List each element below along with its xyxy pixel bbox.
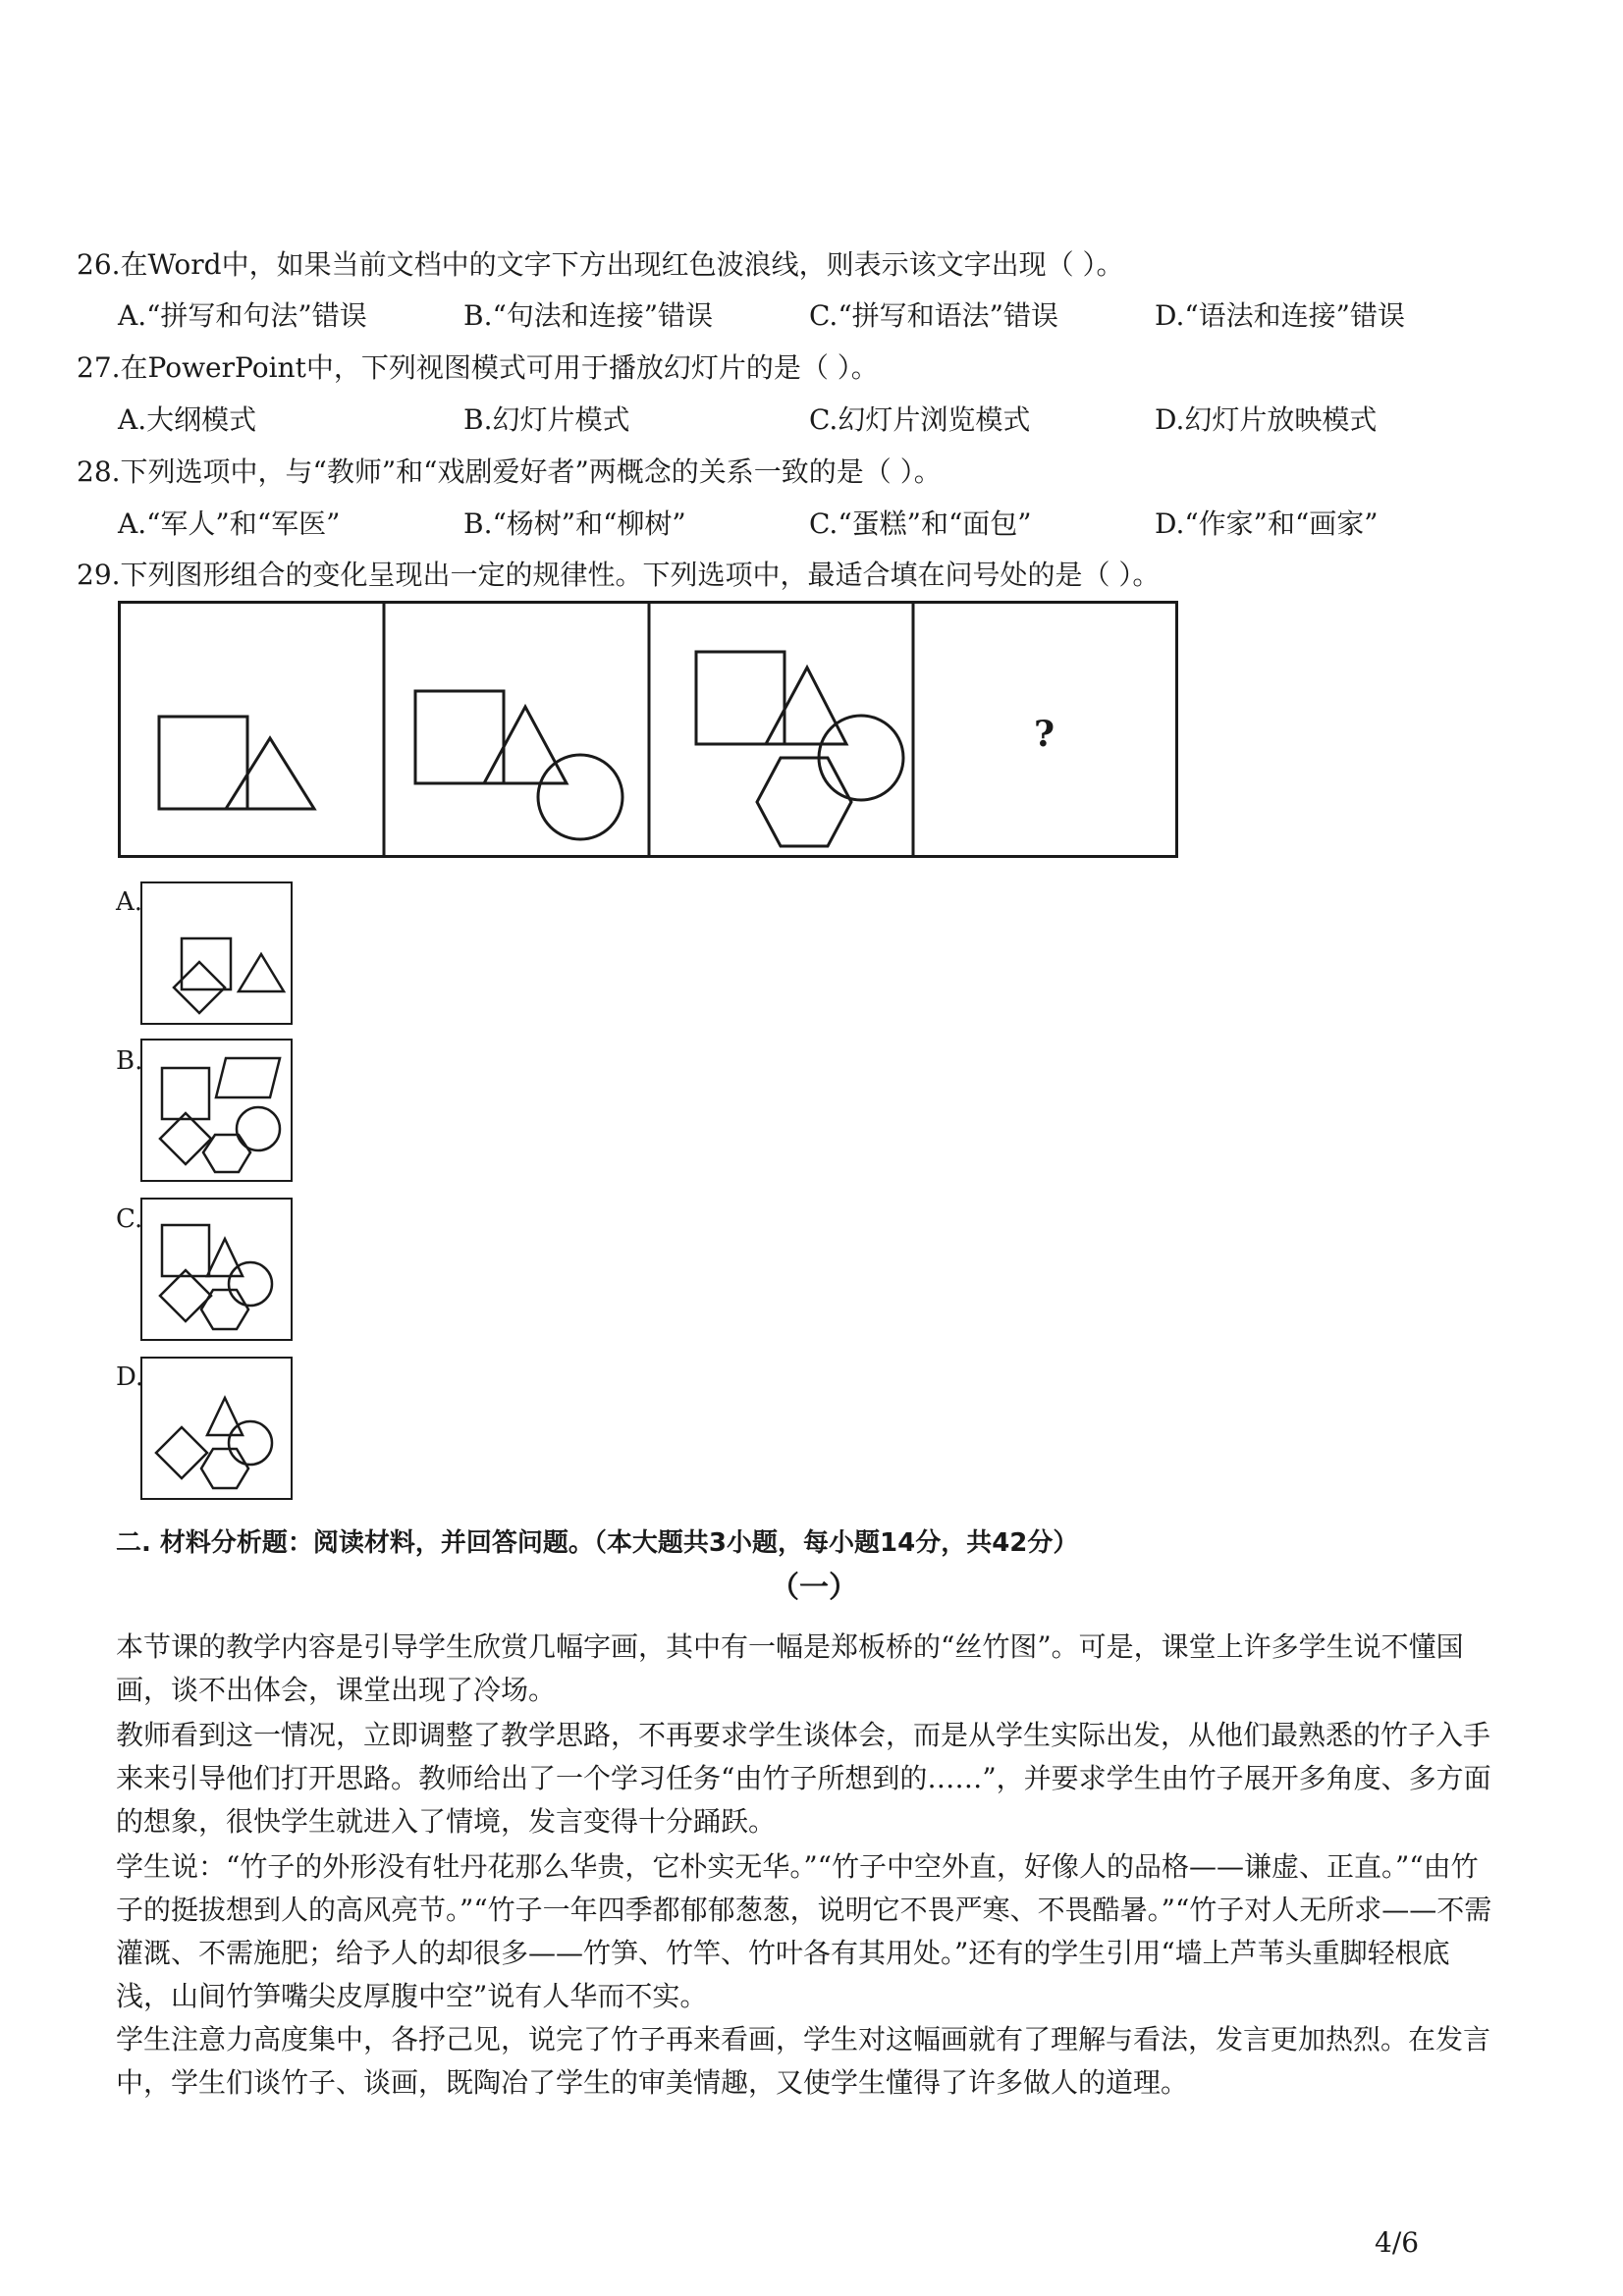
q27-option-d: D.幻灯片放映模式	[1155, 403, 1378, 436]
q26-option-c: C.“拼写和语法”错误	[809, 299, 1058, 332]
option-d-drawing	[142, 1359, 291, 1502]
q27-option-c: C.幻灯片浏览模式	[809, 403, 1031, 436]
hexagon-shape	[757, 758, 851, 846]
q29-option-b-figure	[140, 1039, 293, 1182]
q28-option-c: C.“蛋糕”和“面包”	[809, 507, 1032, 540]
q26-option-b: B.“句法和连接”错误	[463, 299, 714, 332]
q29-option-b-label: B.	[116, 1046, 143, 1076]
option-c-drawing	[142, 1200, 291, 1343]
q26-option-d: D.“语法和连接”错误	[1155, 299, 1405, 332]
q29-option-d-figure	[140, 1357, 293, 1500]
option-b-drawing	[142, 1041, 291, 1184]
question-26-stem: 26.在Word中，如果当前文档中的文字下方出现红色波浪线，则表示该文字出现（ ）。	[77, 248, 1124, 281]
question-27-stem: 27.在PowerPoint中，下列视图模式可用于播放幻灯片的是（ ）。	[77, 351, 879, 384]
figure-sequence	[118, 601, 1178, 858]
circle-shape	[819, 716, 903, 800]
triangle-shape	[766, 667, 846, 744]
circle-shape	[237, 1107, 280, 1150]
triangle-shape	[484, 707, 567, 783]
parallelogram-shape	[216, 1058, 280, 1097]
option-a-drawing	[142, 883, 291, 1023]
page-number: 4/6	[1375, 2226, 1420, 2259]
diamond-shape	[156, 1427, 207, 1478]
material-paragraph-2: 教师看到这一情况，立即调整了教学思路，不再要求学生谈体会，而是从学生实际出发，从他们最熟悉的竹子入手来来引导他们打开思路。教师给出了一个学习任务“由竹子所想到的……”，并要求学生由竹子展开多角度、多方面的想象，很快学生就进入了情境，发言变得十分踊跃。	[116, 1719, 1491, 1838]
question-mark: ?	[1034, 714, 1055, 755]
q28-option-a: A.“军人”和“军医”	[118, 507, 341, 540]
square-shape	[696, 652, 784, 744]
q26-option-a: A.“拼写和句法”错误	[118, 299, 367, 332]
q29-option-c-label: C.	[116, 1204, 143, 1234]
q29-option-a-figure	[140, 881, 293, 1025]
section-2-subheading: （一）	[770, 1571, 858, 1605]
material-paragraph-1: 本节课的教学内容是引导学生欣赏几幅字画，其中有一幅是郑板桥的“丝竹图”。可是，课堂上许多学生说不懂国画，谈不出体会，课堂出现了冷场。	[116, 1630, 1464, 1706]
question-28-stem: 28.下列选项中，与“教师”和“戏剧爱好者”两概念的关系一致的是（ ）。	[77, 455, 942, 488]
q28-option-d: D.“作家”和“画家”	[1155, 507, 1379, 540]
figure-sequence-drawing	[118, 601, 1178, 858]
triangle-shape	[226, 738, 314, 809]
circle-shape	[229, 1421, 272, 1465]
material-paragraph-4: 学生注意力高度集中，各抒己见，说完了竹子再来看画，学生对这幅画就有了理解与看法，发言更加热烈。在发言中，学生们谈竹子、谈画，既陶冶了学生的审美情趣，又使学生懂得了许多做人的道理。	[116, 2023, 1491, 2099]
section-2-heading: 二. 材料分析题：阅读材料，并回答问题。（本大题共3小题，每小题14分，共42分）	[116, 1528, 1079, 1558]
q29-option-c-figure	[140, 1198, 293, 1341]
triangle-shape	[207, 1398, 243, 1435]
material-paragraph-3: 学生说：“竹子的外形没有牡丹花那么华贵，它朴实无华。”“竹子中空外直，好像人的品格——谦虚、正直。”“由竹子的挺拔想到人的高风亮节。”“竹子一年四季都郁郁葱葱，说明它不畏严寒、不畏酷暑。”“竹子对人无所求——不需灌溉、不需施肥；给予人的却很多——竹笋、竹竿、竹叶各有其用处。”还有的学生引用“墙上芦苇头重脚轻根底浅，山间竹笋嘴尖皮厚腹中空”说有人华而不实。	[116, 1850, 1492, 2012]
hexagon-shape	[201, 1449, 248, 1488]
diamond-shape	[160, 1113, 211, 1164]
triangle-shape	[207, 1239, 243, 1276]
triangle-shape	[239, 954, 284, 991]
hexagon-shape	[203, 1135, 250, 1172]
circle-shape	[229, 1262, 272, 1306]
square-shape	[162, 1225, 209, 1276]
q27-option-b: B.幻灯片模式	[463, 403, 630, 436]
question-29-stem: 29.下列图形组合的变化呈现出一定的规律性。下列选项中，最适合填在问号处的是（ ）。	[77, 559, 1161, 591]
square-shape	[162, 1068, 209, 1119]
q28-option-b: B.“杨树”和“柳树”	[463, 507, 686, 540]
q29-option-d-label: D.	[116, 1362, 144, 1392]
square-shape	[182, 938, 231, 989]
hexagon-shape	[201, 1290, 248, 1329]
q27-option-a: A.大纲模式	[118, 403, 257, 436]
q29-option-a-label: A.	[116, 887, 143, 917]
circle-shape	[538, 755, 622, 839]
